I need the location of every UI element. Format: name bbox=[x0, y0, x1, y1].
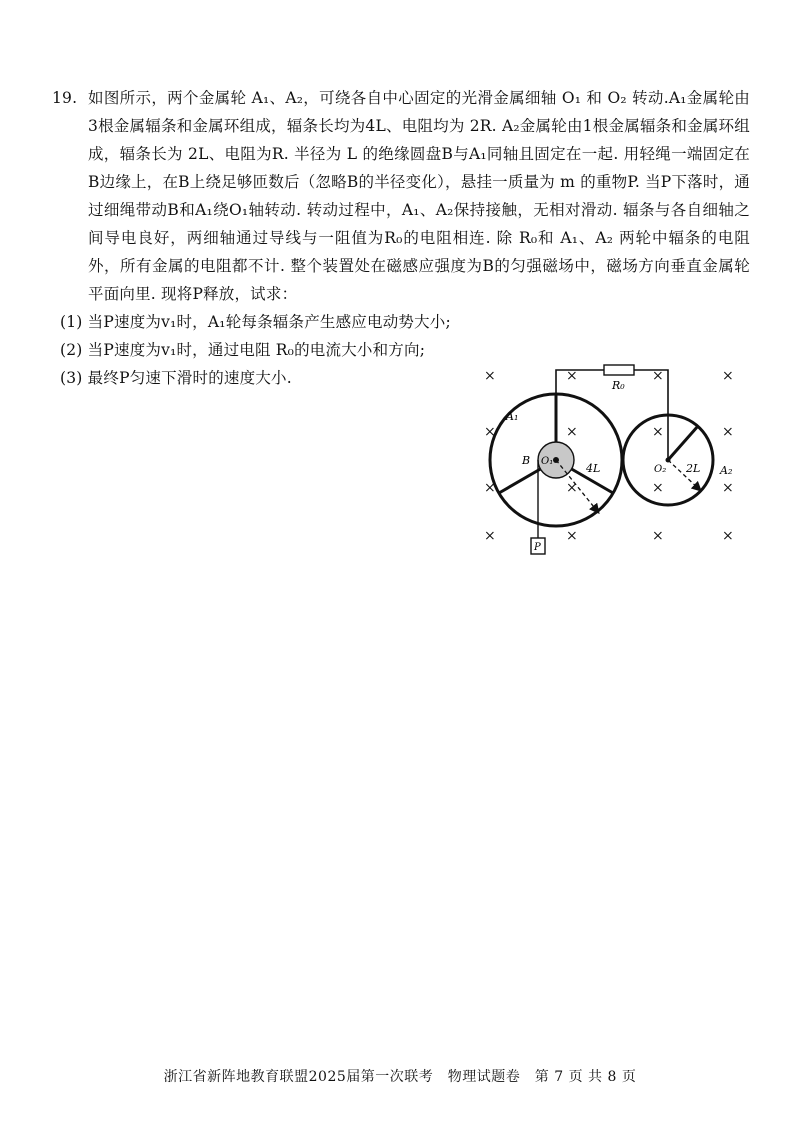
field-mark: × bbox=[652, 424, 664, 440]
field-mark: × bbox=[484, 480, 496, 496]
question-number: 19. bbox=[52, 89, 78, 107]
part-3: (3) 最终P匀速下滑时的速度大小. bbox=[60, 369, 292, 387]
page-footer: 浙江省新阵地教育联盟2025届第一次联考 物理试题卷 第 7 页 共 8 页 bbox=[163, 1069, 637, 1085]
field-mark: × bbox=[722, 424, 734, 440]
resistor-r0 bbox=[604, 365, 634, 375]
question-stem: 如图所示，两个金属轮 A₁、A₂，可绕各自中心固定的光滑金属细轴 O₁ 和 O₂ 转动.A₁金属轮由3根金属辐条和金属环组成，辐条长均为4L、电阻均为 2R. A₂金属轮由1根金属辐条和金属环组成，辐条长为 2L、电阻为R. 半径为 L 的绝缘圆盘B与A₁同轴且固定在一起. 用轻绳一端固定在B边缘上，在B上绕足够匝数后（忽略B的半径变化），悬挂一质量为 m 的重物P. 当P下落时，通过细绳带动B和A₁绕O₁轴转动. 转动过程中，A₁、A₂保持接触，无相对滑动. 辐条与各自细轴之间导电良好，两细轴通过导线与一阻值为R₀的电阻相连. 除 R₀和 A₁、A₂ 两轮中辐条的电阻外，所有金属的电阻都不计. 整个装置处在磁感应强度为B的匀强磁场中，磁场方向垂直金属轮平面向里. 现将P释放，试求： bbox=[88, 89, 750, 303]
field-mark: × bbox=[652, 368, 664, 384]
resistor-label: R₀ bbox=[612, 379, 625, 392]
wheel-a2-spoke bbox=[668, 426, 698, 460]
wheel-diagram bbox=[468, 362, 754, 558]
wheel-a2-label: A₂ bbox=[720, 464, 733, 477]
field-mark: × bbox=[484, 368, 496, 384]
field-mark: × bbox=[566, 424, 578, 440]
field-mark: × bbox=[722, 480, 734, 496]
physics-figure bbox=[468, 362, 754, 558]
field-mark: × bbox=[722, 368, 734, 384]
radius-2l-label: 2L bbox=[686, 462, 701, 475]
radius-4l-label: 4L bbox=[586, 462, 601, 475]
axle-o1-label: O₁ bbox=[541, 456, 554, 467]
axle-o2-label: O₂ bbox=[654, 464, 667, 475]
disc-b-label: B bbox=[522, 454, 531, 467]
field-mark: × bbox=[566, 368, 578, 384]
question-19 bbox=[52, 84, 750, 392]
part-1: (1) 当P速度为v₁时，A₁轮每条辐条产生感应电动势大小; bbox=[60, 313, 451, 331]
weight-label: P bbox=[534, 542, 541, 553]
wheel-a1-label: A₁ bbox=[506, 410, 519, 423]
field-mark: × bbox=[652, 528, 664, 544]
field-mark: × bbox=[722, 528, 734, 544]
field-mark: × bbox=[566, 528, 578, 544]
part-2: (2) 当P速度为v₁时，通过电阻 R₀的电流大小和方向; bbox=[60, 341, 426, 359]
field-mark: × bbox=[484, 528, 496, 544]
field-mark: × bbox=[652, 480, 664, 496]
field-mark: × bbox=[484, 424, 496, 440]
field-mark: × bbox=[566, 480, 578, 496]
